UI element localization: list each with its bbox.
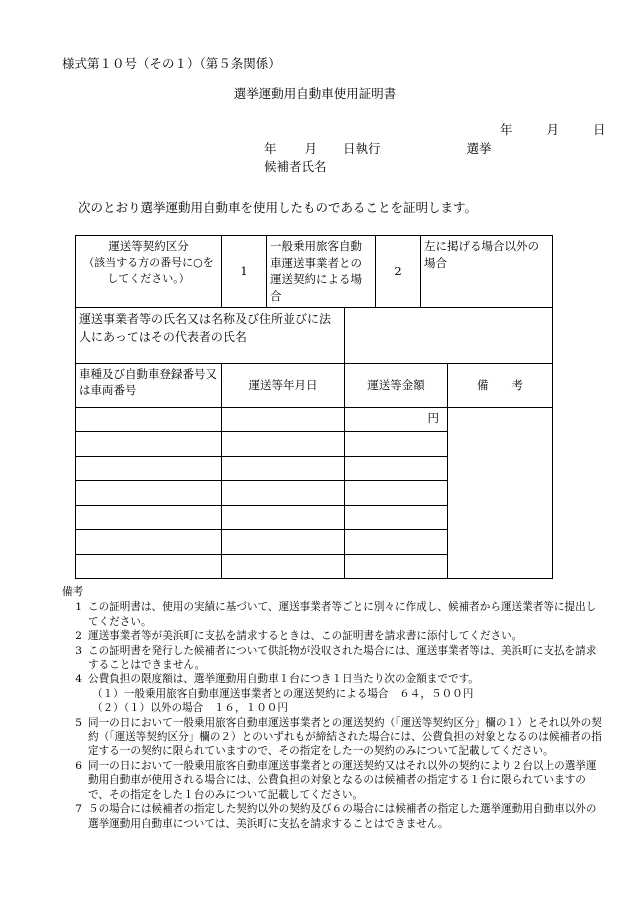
amount-cell[interactable] [345,554,448,579]
option1-text: 一般乗用旅客自動車運送事業者との運送契約による場合 [267,236,376,308]
remark-4: 4 公費負担の限度額は、選挙運動用自動車１台につき１日当たり次の金額までです。 [75,673,479,686]
date-day: 日 [592,122,606,137]
date-year: 年 [500,122,513,137]
date-cell[interactable] [222,432,345,457]
amount-cell[interactable] [345,530,448,555]
amount-cell[interactable] [345,456,448,481]
contract-type-label: 運送等契約区分 [108,239,189,253]
vehicle-cell[interactable] [76,554,222,579]
remark-1: 1 この証明書は、使用の実績に基づいて、運送事業者等ごとに別々に作成し、候補者から運送業者等に提出してください。 [75,601,597,628]
date-cell[interactable] [222,456,345,481]
amount-cell[interactable] [345,481,448,506]
col-vehicle-header: 車種及び自動車登録番号又は車両番号 [76,363,222,407]
vehicle-cell[interactable] [76,407,222,432]
issue-date [500,120,605,138]
date-cell[interactable] [222,554,345,579]
form-number: 様式第１０号（その１）（第５条関係） [62,56,281,71]
vehicle-cell[interactable] [76,530,222,555]
vehicle-cell[interactable] [76,505,222,530]
operator-value[interactable] [345,307,553,363]
vehicle-cell[interactable] [76,456,222,481]
usage-table [75,235,553,579]
remark-4-sub1: （１）一般乗用旅客自動車運送事業者との運送契約による場合 ６４，５００円 [92,687,474,700]
amount-cell[interactable] [345,432,448,457]
option2-text: 左に掲げる場合以外の場合 [421,236,553,308]
remark-6: 6 同一の日において一般乗用旅客自動車運送事業者との運送契約又はそれ以外の契約により２台以上の選挙運動用自動車が使用される場合には、公費負担の対象となるのは候補者の指定する１台に限られていますので、その指定をした１台のみについて記載してください。 [75,759,597,801]
election-held: 日執行 [343,141,381,156]
contract-type-hint: （該当する方の番号に○をしてください。） [83,255,214,285]
date-cell[interactable] [222,530,345,555]
remark-5: 5 同一の日において一般乗用旅客自動車運送事業者との運送契約（「運送等契約区分」欄の１）とそれ以外の契約（「運送等契約区分」欄の２）とのいずれもが締結された場合には、公費負担の対象となるのは候補者の指定する一の契約に限られていますので、その指定をした一の契約のみについて記載してください。 [75,716,602,758]
election-month: 月 [304,141,318,156]
candidate-name-label: 候補者氏名 [264,159,327,174]
vehicle-cell[interactable] [76,432,222,457]
col-remarks-header: 備 考 [448,363,553,407]
election-date-row [264,139,492,157]
operator-label: 運送事業者等の氏名又は名称及び住所並びに法人にあってはその代表者の氏名 [76,307,345,363]
remark-4-sub2: （２）（１）以外の場合 １６，１００円 [92,702,288,715]
yen-unit: 円 [427,410,439,425]
option1-number[interactable]: 1 [222,236,267,308]
col-amount-header: 運送等金額 [345,363,448,407]
remarks-section [62,585,602,831]
amount-cell[interactable] [345,407,448,432]
table-body [76,407,553,579]
remarks-title: 備考 [62,586,84,598]
remark-3: 3 この証明書を発行した候補者について供託物が没収された場合には、運送事業者等は、美浜町に支払を請求することはできません。 [75,644,597,672]
election-year: 年 [264,141,277,156]
col-date-header: 運送等年月日 [222,363,345,407]
table-row [76,407,553,432]
remark-2: 2 運送事業者等が美浜町に支払を請求するときは、この証明書を請求書に添付してください。 [75,630,523,643]
date-cell[interactable] [222,505,345,530]
contract-type-cell [76,236,222,308]
intro-text: 次のとおり選挙運動用自動車を使用したものであることを証明します。 [78,200,478,215]
date-month: 月 [546,122,559,137]
date-cell[interactable] [222,407,345,432]
election-label: 選挙 [466,141,492,156]
option2-number[interactable]: 2 [376,236,421,308]
remark-7: 7 ５の場合には候補者の指定した契約以外の契約及び６の場合には候補者の指定した選挙運動用自動車以外の選挙運動用自動車については、美浜町に支払を請求することはできません。 [75,803,597,830]
document-title: 選挙運動用自動車使用証明書 [233,86,397,101]
amount-cell[interactable] [345,505,448,530]
date-cell[interactable] [222,481,345,506]
vehicle-cell[interactable] [76,481,222,506]
remarks-cell[interactable] [448,407,553,579]
